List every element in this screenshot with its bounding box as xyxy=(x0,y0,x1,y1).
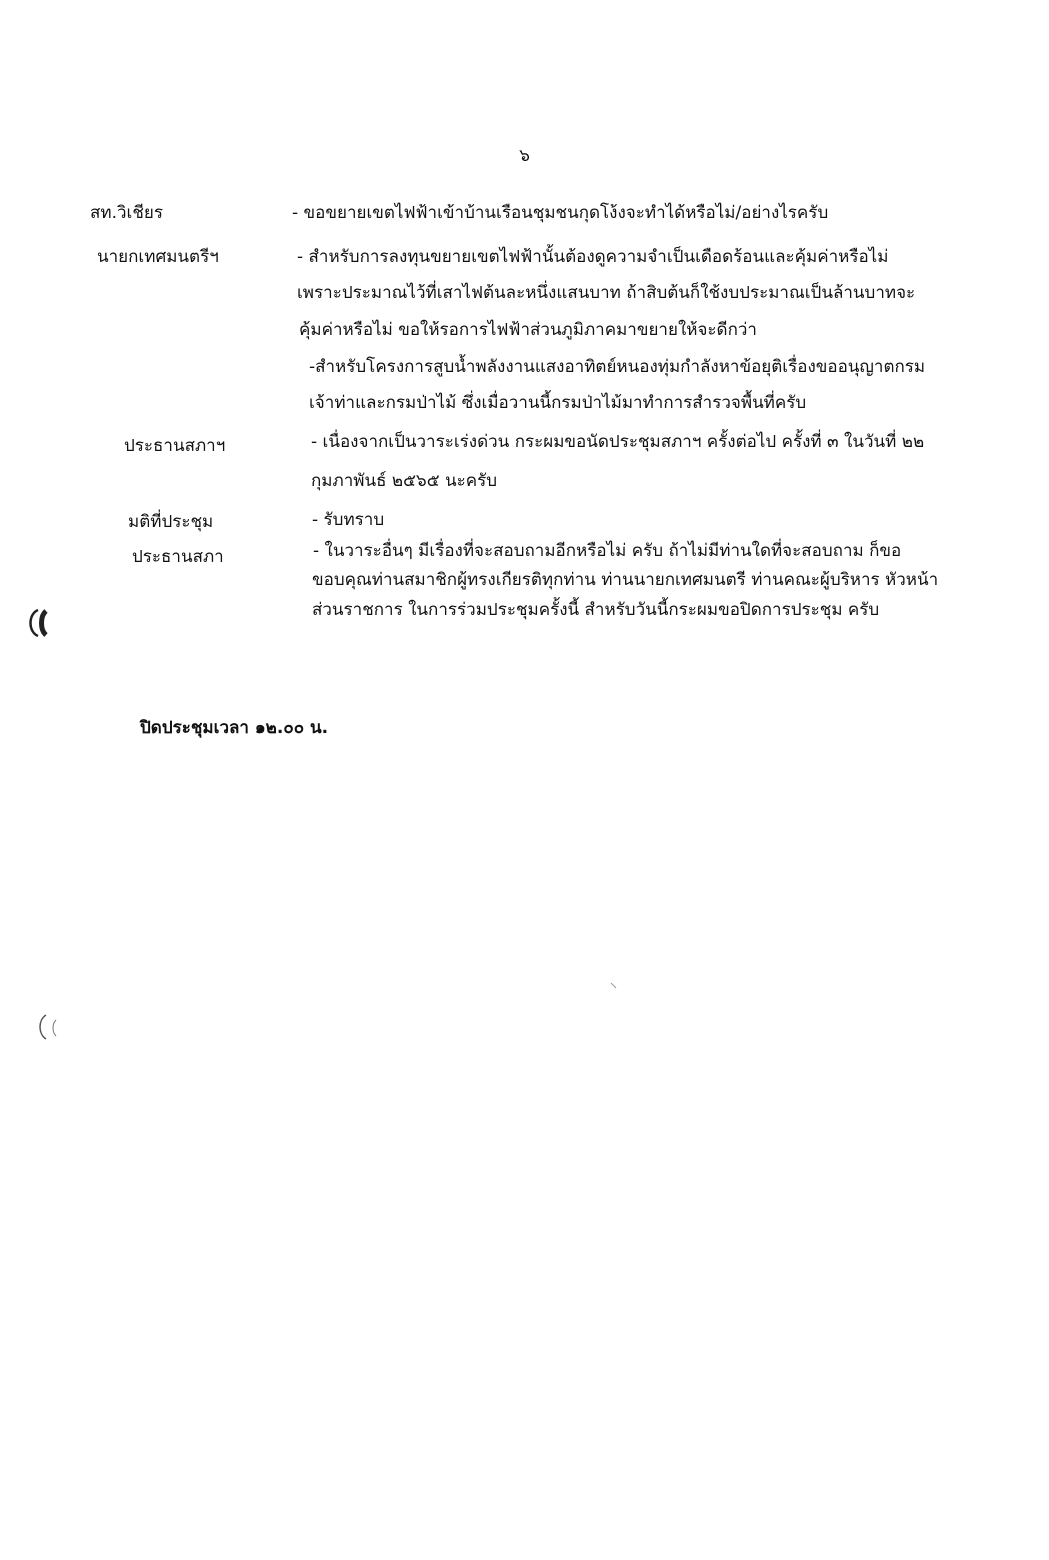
speech-line: คุ้มค่าหรือไม่ ขอให้รอการไฟฟ้าส่วนภูมิภาคมาขยายให้จะดีกว่า xyxy=(299,320,757,340)
page-number: ๖ xyxy=(519,146,530,166)
speech-line: -สำหรับโครงการสูบน้ำพลังงานแสงอาทิตย์หนองทุ่มกำลังหาข้อยุติเรื่องขออนุญาตกรม xyxy=(309,357,926,377)
speaker-name: สท.วิเชียร xyxy=(90,203,163,223)
speech-line: เพราะประมาณไว้ที่เสาไฟต้นละหนึ่งแสนบาท ถ้าสิบต้นก็ใช้งบประมาณเป็นล้านบาทจะ xyxy=(297,283,916,303)
speech-line: ส่วนราชการ ในการร่วมประชุมครั้งนี้ สำหรับวันนี้กระผมขอปิดการประชุม ครับ xyxy=(312,600,880,620)
speaker-name: นายกเทศมนตรีฯ xyxy=(97,247,219,267)
speaker-name: มติที่ประชุม xyxy=(128,512,214,532)
binder-hole-mark xyxy=(34,1012,66,1042)
speaker-name: ประธานสภาฯ xyxy=(124,436,226,456)
scan-speck xyxy=(610,982,618,990)
speech-line: - ในวาระอื่นๆ มีเรื่องที่จะสอบถามอีกหรือไม่ ครับ ถ้าไม่มีท่านใดที่จะสอบถาม ก็ขอ xyxy=(313,541,902,561)
binder-hole-mark xyxy=(24,606,58,640)
speech-line: กุมภาพันธ์ ๒๕๖๕ นะครับ xyxy=(311,471,498,491)
speech-line: - เนื่องจากเป็นวาระเร่งด่วน กระผมขอนัดประชุมสภาฯ ครั้งต่อไป ครั้งที่ ๓ ในวันที่ ๒๒ xyxy=(311,432,925,452)
speech-line: ขอบคุณท่านสมาชิกผู้ทรงเกียรติทุกท่าน ท่านนายกเทศมนตรี ท่านคณะผู้บริหาร หัวหน้า xyxy=(312,570,939,590)
speaker-name: ประธานสภา xyxy=(132,547,224,567)
speech-line: - สำหรับการลงทุนขยายเขตไฟฟ้านั้นต้องดูความจำเป็นเดือดร้อนและคุ้มค่าหรือไม่ xyxy=(297,247,889,267)
meeting-closing-time: ปิดประชุมเวลา ๑๒.๐๐ น. xyxy=(140,718,329,738)
speech-line: - ขอขยายเขตไฟฟ้าเข้าบ้านเรือนชุมชนกุดโง้งจะทำได้หรือไม่/อย่างไรครับ xyxy=(292,203,829,223)
speech-line: เจ้าท่าและกรมป่าไม้ ซึ่งเมื่อวานนี้กรมป่าไม้มาทำการสำรวจพื้นที่ครับ xyxy=(309,393,807,413)
speech-line: - รับทราบ xyxy=(312,510,385,530)
